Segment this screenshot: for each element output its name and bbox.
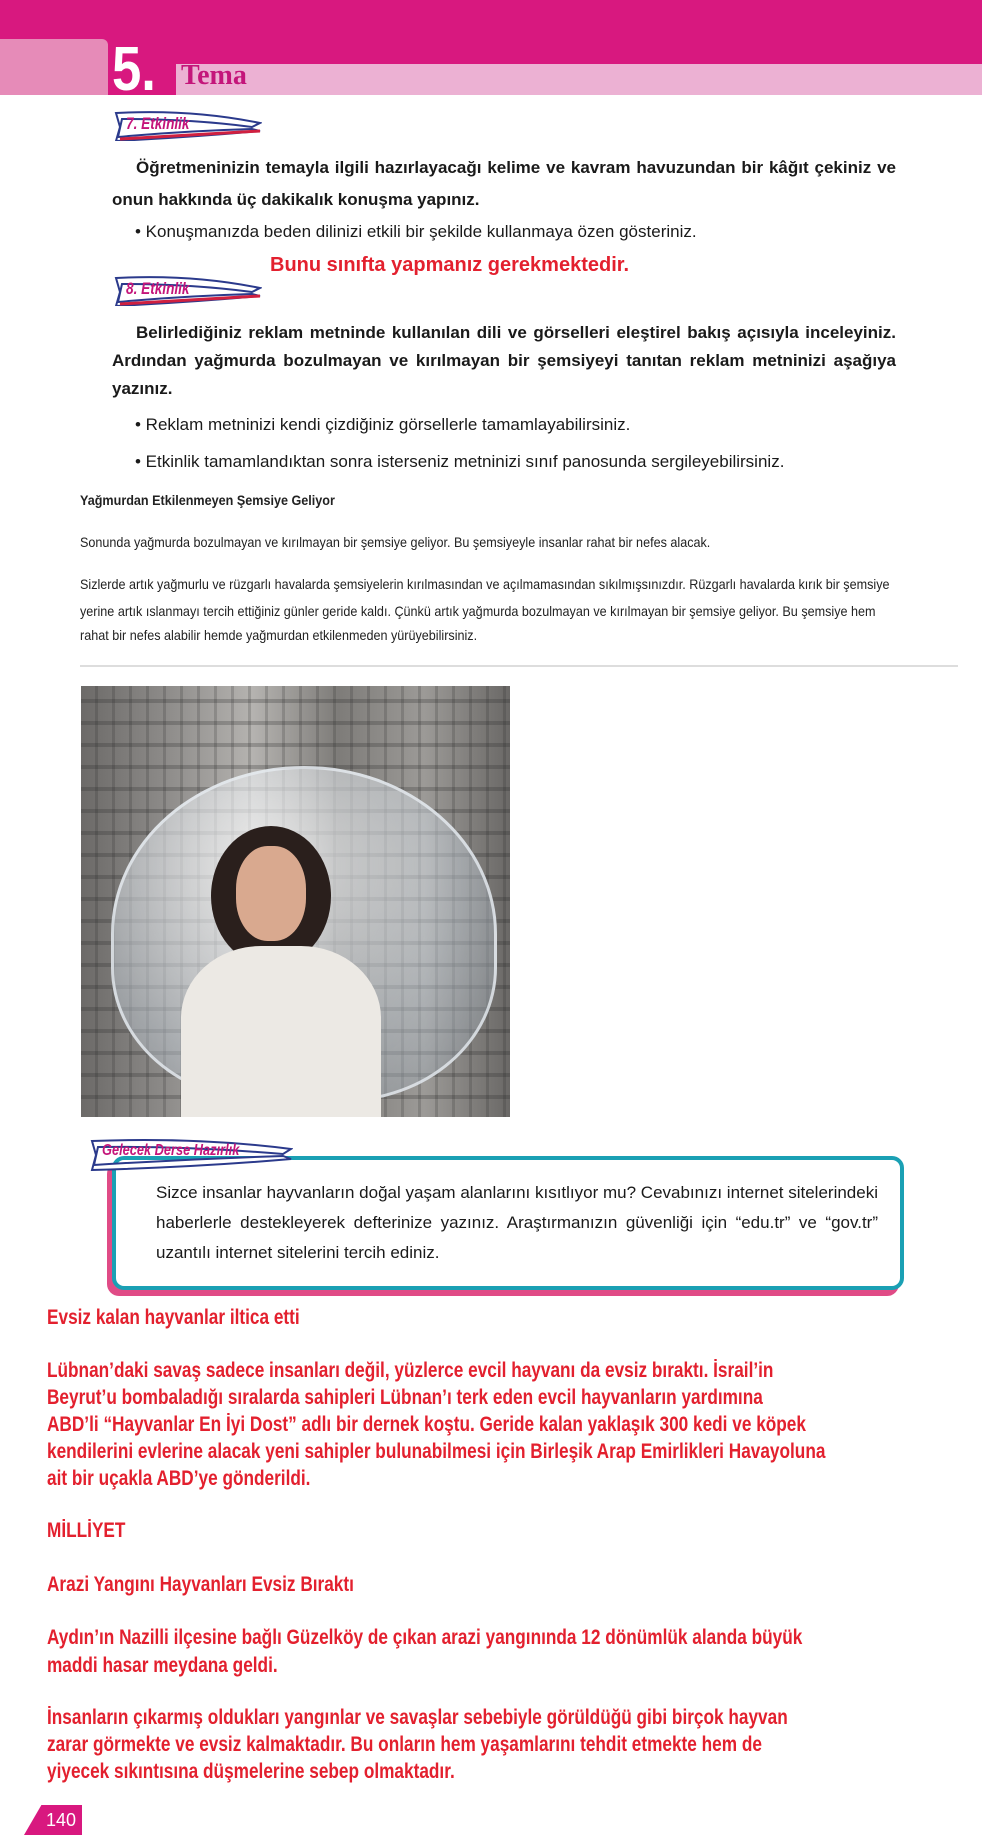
divider — [80, 665, 958, 667]
answer-title: Evsiz kalan hayvanlar iltica etti — [47, 1306, 300, 1329]
answer-line: ait bir uçakla ABD’ye gönderildi. — [47, 1467, 311, 1490]
answer-line: yiyecek sıkıntısına düşmelerine sebep olmaktadır. — [47, 1760, 455, 1783]
activity-7-banner — [112, 109, 262, 141]
answer-line: kendilerini evlerine alacak yeni sahipler bulunabilmesi için Birleşik Arap Emirlikleri Havayoluna — [47, 1440, 826, 1463]
activity-8-paragraph: Belirlediğiniz reklam metninde kullanılan dili ve görselleri eleştirel bakış açısıyla inceleyiniz. Ardından yağmurda bozulmayan ve kırılmayan bir şemsiyeyi tanıtan reklam metninizi aşağıya yazınız. — [112, 323, 896, 398]
ad-line: Sonunda yağmurda bozulmayan ve kırılmayan bir şemsiye geliyor. Bu şemsiyeyle insanlar rahat bir nefes alacak. — [80, 534, 711, 550]
answer-line: maddi hasar meydana geldi. — [47, 1654, 278, 1677]
teacher-note: Bunu sınıfta yapmanız gerekmektedir. — [270, 254, 629, 276]
activity-8-bullet-2: • Etkinlik tamamlandıktan sonra isterseniz metninizi sınıf panosunda sergileyebilirsiniz. — [135, 452, 785, 471]
theme-title: Tema — [181, 60, 247, 91]
page-number: 140 — [46, 1810, 77, 1830]
answer-line: Beyrut’u bombaladığı sıralarda sahipleri Lübnan’ı terk eden evcil hayvanların yardımına — [47, 1386, 763, 1409]
activity-7-bullet: • Konuşmanızda beden dilinizi etkili bir şekilde kullanmaya özen gösteriniz. — [135, 222, 697, 241]
prep-label: Gelecek Derse Hazırlık — [102, 1142, 240, 1159]
answer-source: MİLLİYET — [47, 1519, 126, 1542]
ad-line: rahat bir nefes alabilir hemde yağmurdan etkilenmeden yürüyebilirsiniz. — [80, 627, 478, 643]
umbrella-photo — [81, 686, 510, 1117]
prep-banner — [88, 1137, 293, 1169]
activity-8-banner — [112, 274, 262, 306]
prep-text: Sizce insanlar hayvanların doğal yaşam alanlarını kısıtlıyor mu? Cevabınızı internet sitelerindeki haberlerle destekleyerek defterinize yazınız. Araştırmanızın güvenliği için “edu.tr” ve “gov.tr” uzantılı internet sitelerini tercih ediniz. — [156, 1183, 878, 1262]
answer-line: Aydın’ın Nazilli ilçesine bağlı Güzelköy de çıkan arazi yangınında 12 dönümlük alanda büyük — [47, 1626, 803, 1649]
white-coat — [181, 946, 381, 1117]
answer-line: Lübnan’daki savaş sadece insanları değil, yüzlerce evcil hayvanı da evsiz bıraktı. İsrail’in — [47, 1359, 774, 1382]
activity-7-paragraph: Öğretmeninizin temayla ilgili hazırlayacağı kelime ve kavram havuzundan bir kâğıt çekiniz ve onun hakkında üç dakikalık konuşma yapınız. — [112, 158, 896, 209]
ad-line: yerine artık ıslanmayı tercih ettiğiniz günler geride kaldı. Çünkü artık yağmurda bozulmayan ve kırılmayan bir şemsiye geliyor. Bu şemsiye hem — [80, 603, 876, 619]
activity-8-bullet-1: • Reklam metninizi kendi çizdiğiniz görsellerle tamamlayabilirsiniz. — [135, 415, 631, 434]
answer-title-2: Arazi Yangını Hayvanları Evsiz Bıraktı — [47, 1573, 354, 1596]
header-left-box — [0, 39, 108, 95]
activity-7-label: 7. Etkinlik — [126, 114, 190, 133]
face — [236, 846, 306, 941]
answer-line: zarar görmekte ve evsiz kalmaktadır. Bu onların hem yaşamlarını tehdit etmekte hem de — [47, 1733, 762, 1756]
header-subband — [176, 64, 982, 95]
answer-line: İnsanların çıkarmış oldukları yangınlar ve savaşlar sebebiyle görüldüğü gibi birçok hayvan — [47, 1706, 788, 1729]
ad-title: Yağmurdan Etkilenmeyen Şemsiye Geliyor — [80, 492, 335, 508]
ad-line: Sizlerde artık yağmurlu ve rüzgarlı havalarda şemsiyelerin kırılmasından ve açılmamasından sıkılmışsınızdır. Rüzgarlı havalarda kırık bir şemsiye — [80, 576, 890, 592]
answer-line: ABD’li “Hayvanlar En İyi Dost” adlı bir dernek koştu. Geride kalan yaklaşık 300 kedi ve köpek — [47, 1413, 806, 1436]
theme-number: 5. — [112, 35, 156, 104]
activity-8-label: 8. Etkinlik — [126, 279, 190, 298]
